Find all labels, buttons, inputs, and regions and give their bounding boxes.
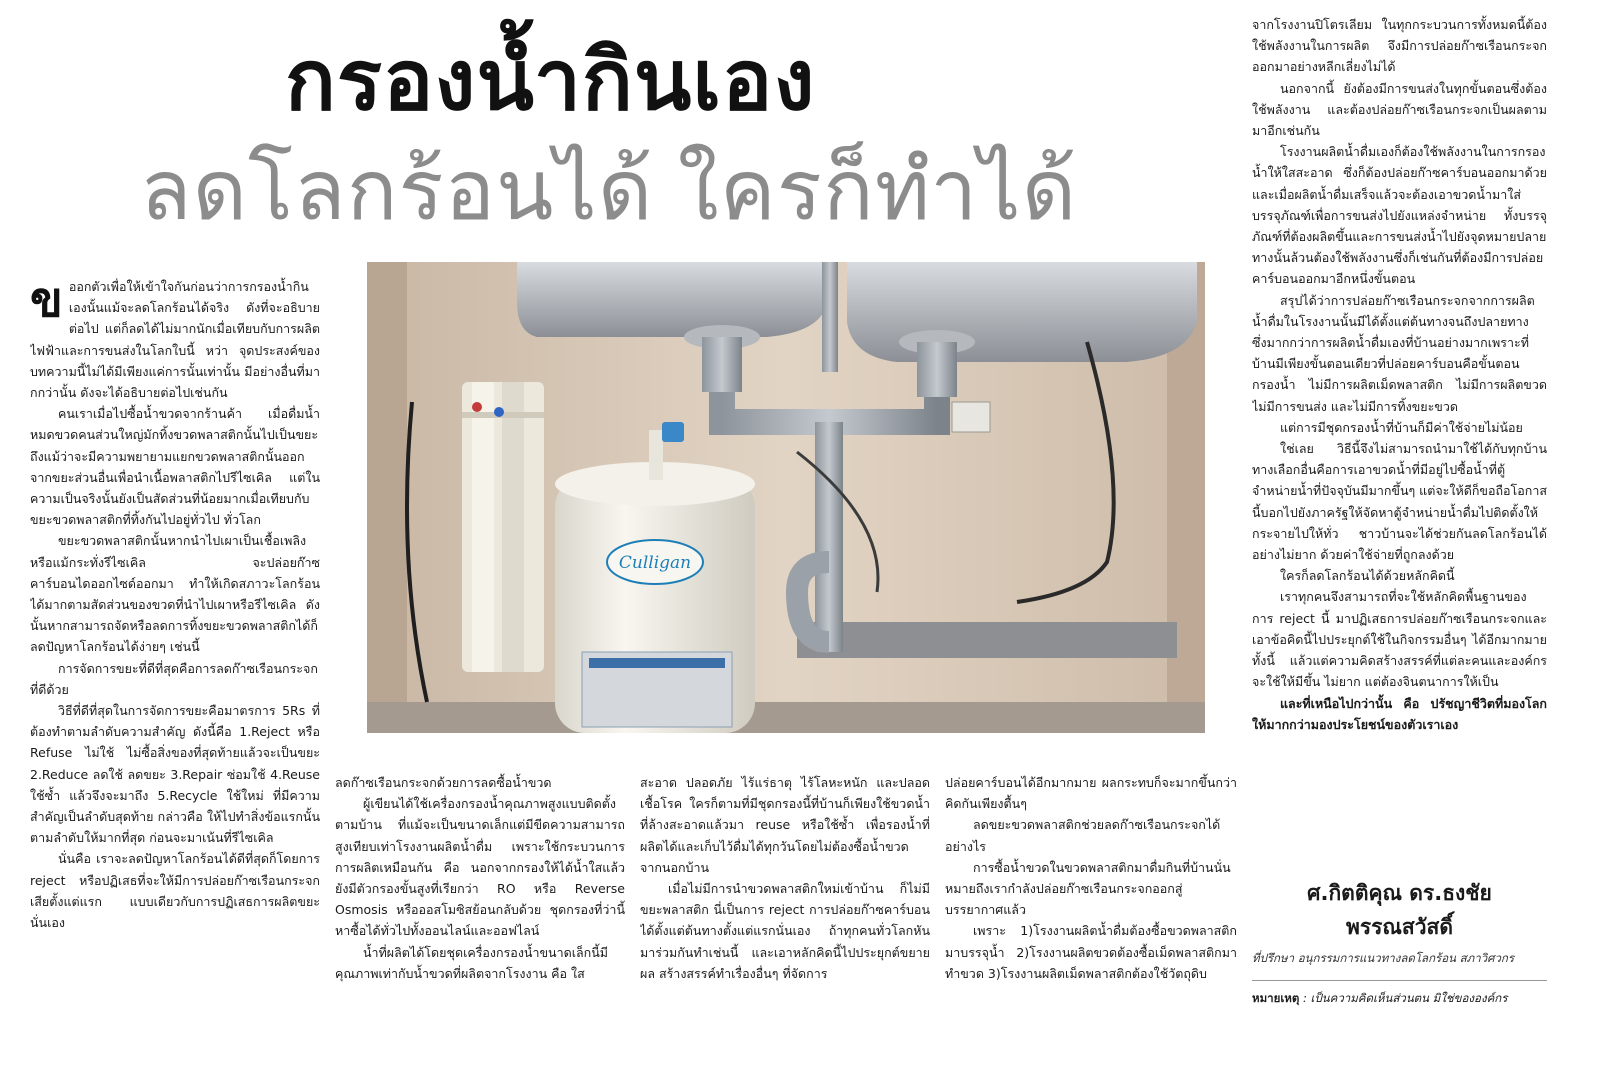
- headline-line1: กรองน้ำกินเอง: [285, 33, 816, 127]
- sink-basin-right: [847, 262, 1197, 362]
- headline-line2: ลดโลกร้อนได้ ใครก็ทำได้: [140, 143, 1078, 237]
- drain-stack: [815, 422, 843, 652]
- paragraph: ปล่อยคาร์บอนได้อีกมากมาย ผลกระทบก็จะมากขึ้นกว่าคิดกันเพียงตื้นๆ: [945, 775, 1237, 812]
- article-column-5: [1252, 14, 1547, 874]
- paragraph: การจัดการขยะที่ดีที่สุดคือการลดก๊าซเรือนกระจกที่ดีด้วย: [30, 660, 318, 697]
- author-name-line2: พรรณสวัสดิ์: [1346, 915, 1453, 939]
- author-role: ที่ปรึกษา อนุกรรมการแนวทางลดโลกร้อน สภาวิศวกร: [1252, 951, 1515, 965]
- cabinet-floor: [367, 702, 1205, 733]
- paragraph: จากโรงงานปิโตรเลียม ในทุกกระบวนการทั้งหมดนี้ต้องใช้พลังงานในการผลิต จึงมีการปล่อยก๊าซเรือนกระจกออกมาอย่างหลีกเลี่ยงไม่ได้: [1252, 17, 1547, 75]
- paragraph: เพราะ 1)โรงงานผลิตน้ำดื่มต้องซื้อขวดพลาสติกมาบรรจุน้ำ 2)โรงงานผลิตขวดต้องซื้อเม็ดพลาสติกมาทำขวด 3)โรงงานผลิตเม็ดพลาสติกต้องใช้วัตถุดิบ: [945, 923, 1237, 981]
- water-filter-photo: [367, 262, 1205, 733]
- paragraph: เมื่อไม่มีการนำขวดพลาสติกใหม่เข้าบ้าน ก็ไม่มีขยะพลาสติก นี่เป็นการ reject การปล่อยก๊าซคาร์บอน ได้ตั้งแต่ต้นทางตั้งแต่แรกนั่นเอง ถ้าทุกคนทั่วโลกหันมาร่วมกันทำเช่นนี้ และเอาหลักคิดนี้ไปประยุกต์ขยายผล สร้างสรรค์ทำเรื่องอื่นๆ ที่จัดการ: [640, 881, 930, 981]
- paragraph: ลดขยะขวดพลาสติกช่วยลดก๊าซเรือนกระจกได้อย่างไร: [945, 817, 1221, 854]
- article-column-4: [945, 772, 1237, 1022]
- paragraph: คนเราเมื่อไปซื้อน้ำขวดจากร้านค้า เมื่อดื่มน้ำหมดขวดคนส่วนใหญ่มักทิ้งขวดพลาสติกนั้นไปเป็นขยะ ถึงแม้ว่าจะมีความพยายามแยกขวดพลาสติกนั้นออกจากขยะส่วนอื่นเพื่อนำเนื้อพลาสติกไปรีไซเคิล แต่ในความเป็นจริงนั้นยังเป็นสัดส่วนที่น้อยมากเมื่อเทียบกับขยะขวดพลาสติกที่ทิ้งกันไปอยู่ทั่วไป ทั่วโลก: [30, 406, 320, 528]
- cabinet-side-left: [367, 262, 407, 733]
- paragraph: ลดก๊าซเรือนกระจกด้วยการลดซื้อน้ำขวด: [335, 775, 552, 790]
- paragraph: ใช่เลย วิธีนี้จึงไม่สามารถนำมาใช้ได้กับทุกบ้าน ทางเลือกอื่นคือการเอาขวดน้ำที่มีอยู่ไปซื้อน้ำที่ตู้จำหน่ายน้ำที่ปัจจุบันมีมากขึ้นๆ แต่จะให้ดีก็ขอถือโอกาสนี้บอกไปยังภาครัฐให้จัดหาตู้จำหน่ายน้ำดื่มไปติดตั้งให้กระจายไปให้ทั่ว ชาวบ้านจะได้ช่วยกันลดโลกร้อนได้อย่างไม่ยาก ด้วยค่าใช้จ่ายที่ถูกลงด้วย: [1252, 441, 1547, 563]
- paragraph: น้ำที่ผลิตได้โดยชุดเครื่องกรองน้ำขนาดเล็กนี้มีคุณภาพเท่ากับน้ำขวดที่ผลิตจากโรงงาน คือ ใส: [335, 944, 608, 981]
- paragraph: ผู้เขียนได้ใช้เครื่องกรองน้ำคุณภาพสูงแบบติดตั้งตามบ้าน ที่แม้จะเป็นขนาดเล็กแต่มีขีดความสามารถสูงเทียบเท่าโรงงานผลิตน้ำดื่ม เพราะใช้กระบวนการการผลิตเหมือนกัน คือ นอกจากกรองให้ได้น้ำใสแล้ว ยังมีตัวกรองขั้นสูงที่เรียกว่า RO หรือ Reverse Osmosis หรือออสโมซิสย้อนกลับด้วย ชุดกรองที่ว่านี้หาซื้อได้ทั่วไปทั้งออนไลน์และออฟไลน์: [335, 796, 625, 939]
- article-column-1: [30, 276, 320, 1016]
- brand-label: Culligan: [618, 553, 692, 573]
- paragraph: ขยะขวดพลาสติกนั้นหากนำไปเผาเป็นเชื้อเพลิงหรือแม้กระทั่งรีไซเคิล จะปล่อยก๊าซคาร์บอนไดออกไซด์ออกมา ทำให้เกิดสภาวะโลกร้อนได้มากตามสัดส่วนของขวดที่นำไปเผาหรือรีไซเคิล ดังนั้นหากสามารถจัดหรือลดการทิ้งขยะขวดพลาสติกได้ก็ลดปัญหาโลกร้อนได้ง่ายๆ เช่นนี้: [30, 533, 320, 655]
- paragraph-text: ออกตัวเพื่อให้เข้าใจกันก่อนว่าการกรองน้ำกินเองนั้นแม้จะลดโลกร้อนได้จริง ดังที่จะอธิบายต่อไป แต่ก็ลดได้ไม่มากนักเมื่อเทียบกับการผลิตไฟฟ้าและการขนส่งในโลกใบนี้ หว่า จุดประสงค์ของบทความนี้ไม่ได้มีเพียงแค่การนั้นเท่านั้น มีอย่างอื่นที่มากกว่านั้น ดังจะได้อธิบายต่อไปเช่นกัน: [30, 279, 320, 401]
- article-column-3: [640, 772, 930, 1022]
- paragraph: การซื้อน้ำขวดในขวดพลาสติกมาดื่มกินที่บ้านนั่นหมายถึงเรากำลังปล่อยก๊าซเรือนกระจกออกสู่บรรยากาศแล้ว: [945, 859, 1231, 918]
- shelf-edge: [797, 622, 1177, 658]
- paragraph: วิธีที่ดีที่สุดในการจัดการขยะคือมาตรการ 5Rs ที่ต้องทำตามลำดับความสำคัญ ดังนี้คือ 1.Reject หรือ Refuse ไม่ใช้ ไม่ซื้อสิ่งของที่สุดท้ายแล้วจะเป็นขยะ 2.Reduce ลดใช้ ลดขยะ 3.Repair ซ่อมใช้ 4.Reuse ใช้ซ้ำ แล้วจึงจะมาถึง 5.Recycle ใช้ใหม่ ที่มีความสำคัญเป็นลำดับสุดท้าย กล่าวคือ ให้ไปทำสิ่งข้อแรกนั้นตามลำดับให้มากที่สุด ก่อนจะมาเน้นที่รีไซเคิล: [30, 703, 320, 846]
- footnote: [1252, 990, 1547, 1008]
- footnote-text: : เป็นความคิดเห็นส่วนตน มิใช่ขององค์กร: [1299, 991, 1508, 1005]
- footnote-label: หมายเหตุ: [1252, 991, 1300, 1005]
- drop-cap: ข: [30, 276, 63, 328]
- paragraph: เราทุกคนจึงสามารถที่จะใช้หลักคิดพื้นฐานของการ reject นี้ มาปฏิเสธการปล่อยก๊าซเรือนกระจกและเอาข้อคิดนี้ไปประยุกต์ใช้ในกิจกรรมอื่นๆ ได้อีกมากมาย ทั้งนี้ แล้วแต่ความคิดสร้างสรรค์ที่แต่ละคนและองค์กรจะใช้ให้มีขึ้น ไม่ยาก แต่ต้องจินตนาการให้เป็น: [1252, 589, 1547, 690]
- paragraph: สะอาด ปลอดภัย ไร้แร่ธาตุ ไร้โลหะหนัก และปลอดเชื้อโรค ใครก็ตามที่มีชุดกรองนี้ที่บ้านก็เพียงใช้ขวดน้ำที่ล้างสะอาดแล้วมา reuse หรือใช้ซ้ำ เพื่อรองน้ำที่ผลิตได้และเก็บไว้ดื่มได้ทุกวันโดยไม่ต้องซื้อน้ำขวดจากนอกบ้าน: [640, 775, 930, 875]
- paragraph: โรงงานผลิตน้ำดื่มเองก็ต้องใช้พลังงานในการกรองน้ำให้ใสสะอาด ซึ่งก็ต้องปล่อยก๊าซคาร์บอนออกมาด้วย และเมื่อผลิตน้ำดื่มเสร็จแล้วจะต้องเอาขวดน้ำมาใส่บรรจุภัณฑ์เพื่อการขนส่งไปยังแหล่งจำหน่าย ทั้งบรรจุภัณฑ์ที่ต้องผลิตขึ้นและการขนส่งน้ำไปยังจุดหมายปลายทางนั้นล้วนต้องใช้พลังงานซึ่งก็เช่นกันที่ต้องมีการปล่อยคาร์บอนออกมาอีกหนึ่งขั้นตอน: [1252, 144, 1547, 287]
- paragraph: นอกจากนี้ ยังต้องมีการขนส่งในทุกขั้นตอนซึ่งต้องใช้พลังงาน และต้องปล่อยก๊าซเรือนกระจกเป็นผลตามมาอีกเช่นกัน: [1252, 80, 1547, 139]
- sink-basin-left: [517, 262, 827, 337]
- paragraph: สรุปได้ว่าการปล่อยก๊าซเรือนกระจกจากการผลิตน้ำดื่มในโรงงานนั้นมีได้ตั้งแต่ต้นทางจนถึงปลายทาง ซึ่งมากกว่าการผลิตน้ำดื่มเองที่บ้านอย่างมากเพราะที่บ้านมีเพียงขั้นตอนเดียวที่ปล่อยคาร์บอนคือขั้นตอนกรองน้ำ ไม่มีการผลิตเม็ดพลาสติก ไม่มีการผลิตขวด ไม่มีการขนส่ง และไม่มีการทิ้งขยะขวด: [1252, 292, 1547, 414]
- closing-statement: และที่เหนือไปกว่านั้น คือ ปรัชญาชีวิตที่มองโลกให้มากกว่ามองประโยชน์ของตัวเราเอง: [1252, 695, 1547, 732]
- paragraph: ใครก็ลดโลกร้อนได้ด้วยหลักคิดนี้: [1280, 568, 1455, 584]
- paragraph: นั่นคือ เราจะลดปัญหาโลกร้อนได้ดีที่สุดก็โดยการ reject หรือปฏิเสธที่จะให้มีการปล่อยก๊าซเรือนกระจกเสียตั้งแต่แรก แบบเดียวกับการปฏิเสธการผลิตขยะนั่นเอง: [30, 851, 320, 931]
- divider: [1252, 980, 1547, 981]
- article-column-2: [335, 772, 625, 1022]
- paragraph: [30, 276, 320, 403]
- paragraph: แต่การมีชุดกรองน้ำที่บ้านก็มีค่าใช้จ่ายไม่น้อย: [1280, 419, 1523, 435]
- author-name-line1: ศ.กิตติคุณ ดร.ธงชัย: [1307, 881, 1492, 905]
- author-name: [1252, 876, 1547, 944]
- photo-illustration: [367, 262, 1205, 733]
- tank-valve: [662, 422, 684, 442]
